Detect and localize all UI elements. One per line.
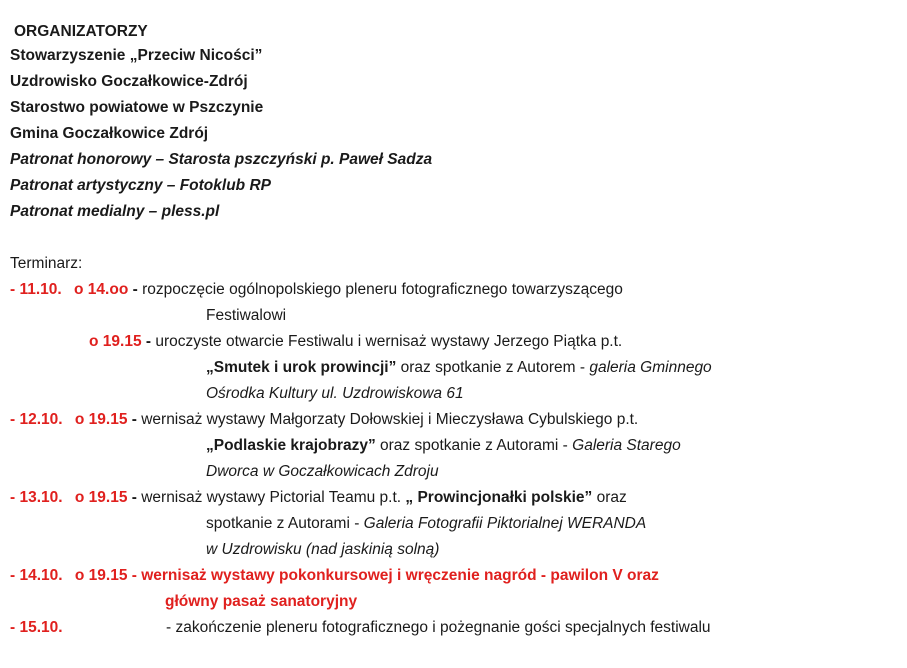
entry-date: - 14.10. <box>10 567 63 584</box>
organizer-name: Stowarzyszenie „Przeciw Nicości” <box>10 47 263 64</box>
entry-date: - 11.10. <box>10 281 62 298</box>
entry-text: oraz <box>592 489 627 506</box>
schedule-entry-4 <box>10 488 627 508</box>
entry-time: o 19.15 <box>74 567 128 584</box>
entry-time: o 19.15 <box>89 333 142 350</box>
entry-date: - 12.10. <box>10 411 63 428</box>
entry-text: oraz spotkanie z Autorami - <box>375 437 573 454</box>
entry-dash: - <box>127 489 137 506</box>
schedule-entry-1 <box>10 280 623 300</box>
entry-venue-continued: Ośrodka Kultury ul. Uzdrowiskowa 61 <box>206 385 464 402</box>
entry-time: o 19.15 <box>74 411 128 428</box>
patronage-honorary: Patronat honorowy – Starosta pszczyński p. Paweł Sadza <box>10 151 433 168</box>
entry-time: o 14.oo <box>74 281 129 298</box>
entry-description: - wernisaż wystawy pokonkursowej i wręczenie nagród - pawilon V oraz <box>127 567 659 584</box>
entry-text: oraz spotkanie z Autorem - <box>396 359 590 376</box>
organizer-name: Starostwo powiatowe w Pszczynie <box>10 99 264 116</box>
entry-description-continued <box>206 358 712 378</box>
patronage-media: Patronat medialny – pless.pl <box>10 203 220 220</box>
entry-text: spotkanie z Autorami - <box>206 515 364 532</box>
entry-venue-continued: w Uzdrowisku (nad jaskinią solną) <box>206 541 440 558</box>
entry-description-continued: główny pasaż sanatoryjny <box>165 593 358 610</box>
organizer-name: Gmina Goczałkowice Zdrój <box>10 125 209 142</box>
schedule-entry-5 <box>10 566 659 586</box>
entry-venue-continued: Dworca w Goczałkowicach Zdroju <box>206 463 439 480</box>
entry-venue: Galeria Starego <box>572 437 681 454</box>
entry-dash: - <box>127 411 137 428</box>
schedule-entry-3 <box>10 410 638 430</box>
entry-description: uroczyste otwarcie Festiwalu i wernisaż wystawy Jerzego Piątka p.t. <box>151 333 623 350</box>
organizer-name: Uzdrowisko Goczałkowice-Zdrój <box>10 73 248 90</box>
schedule-label: Terminarz: <box>10 255 83 272</box>
schedule-entry-6: - zakończenie pleneru fotograficznego i pożegnanie gości specjalnych festiwalu <box>166 619 711 636</box>
entry-description-continued: Festiwalowi <box>206 307 287 324</box>
entry-time: o 19.15 <box>74 489 128 506</box>
entry-dash: - <box>128 281 138 298</box>
entry-dash: - <box>141 333 152 350</box>
entry-venue: galeria Gminnego <box>589 359 712 376</box>
patronage-artistic: Patronat artystyczny – Fotoklub RP <box>10 177 271 194</box>
exhibition-title: „Podlaskie krajobrazy” <box>206 437 376 454</box>
entry-description: rozpoczęcie ogólnopolskiego pleneru fotograficznego towarzyszącego <box>137 281 623 298</box>
schedule-entry-2 <box>89 332 622 352</box>
entry-venue: Galeria Fotografii Piktorialnej WERANDA <box>363 515 647 532</box>
entry-description: wernisaż wystawy Małgorzaty Dołowskiej i Mieczysława Cybulskiego p.t. <box>136 411 639 428</box>
organizers-heading: ORGANIZATORZY <box>14 23 148 40</box>
entry-description-continued <box>206 514 646 534</box>
exhibition-title: „Smutek i urok prowincji” <box>206 359 397 376</box>
entry-date: - 15.10. <box>10 619 63 636</box>
entry-description: wernisaż wystawy Pictorial Teamu p.t. <box>136 489 406 506</box>
entry-date: - 13.10. <box>10 489 63 506</box>
exhibition-title: „ Prowincjonałki polskie” <box>405 489 593 506</box>
entry-description-continued <box>206 436 681 456</box>
